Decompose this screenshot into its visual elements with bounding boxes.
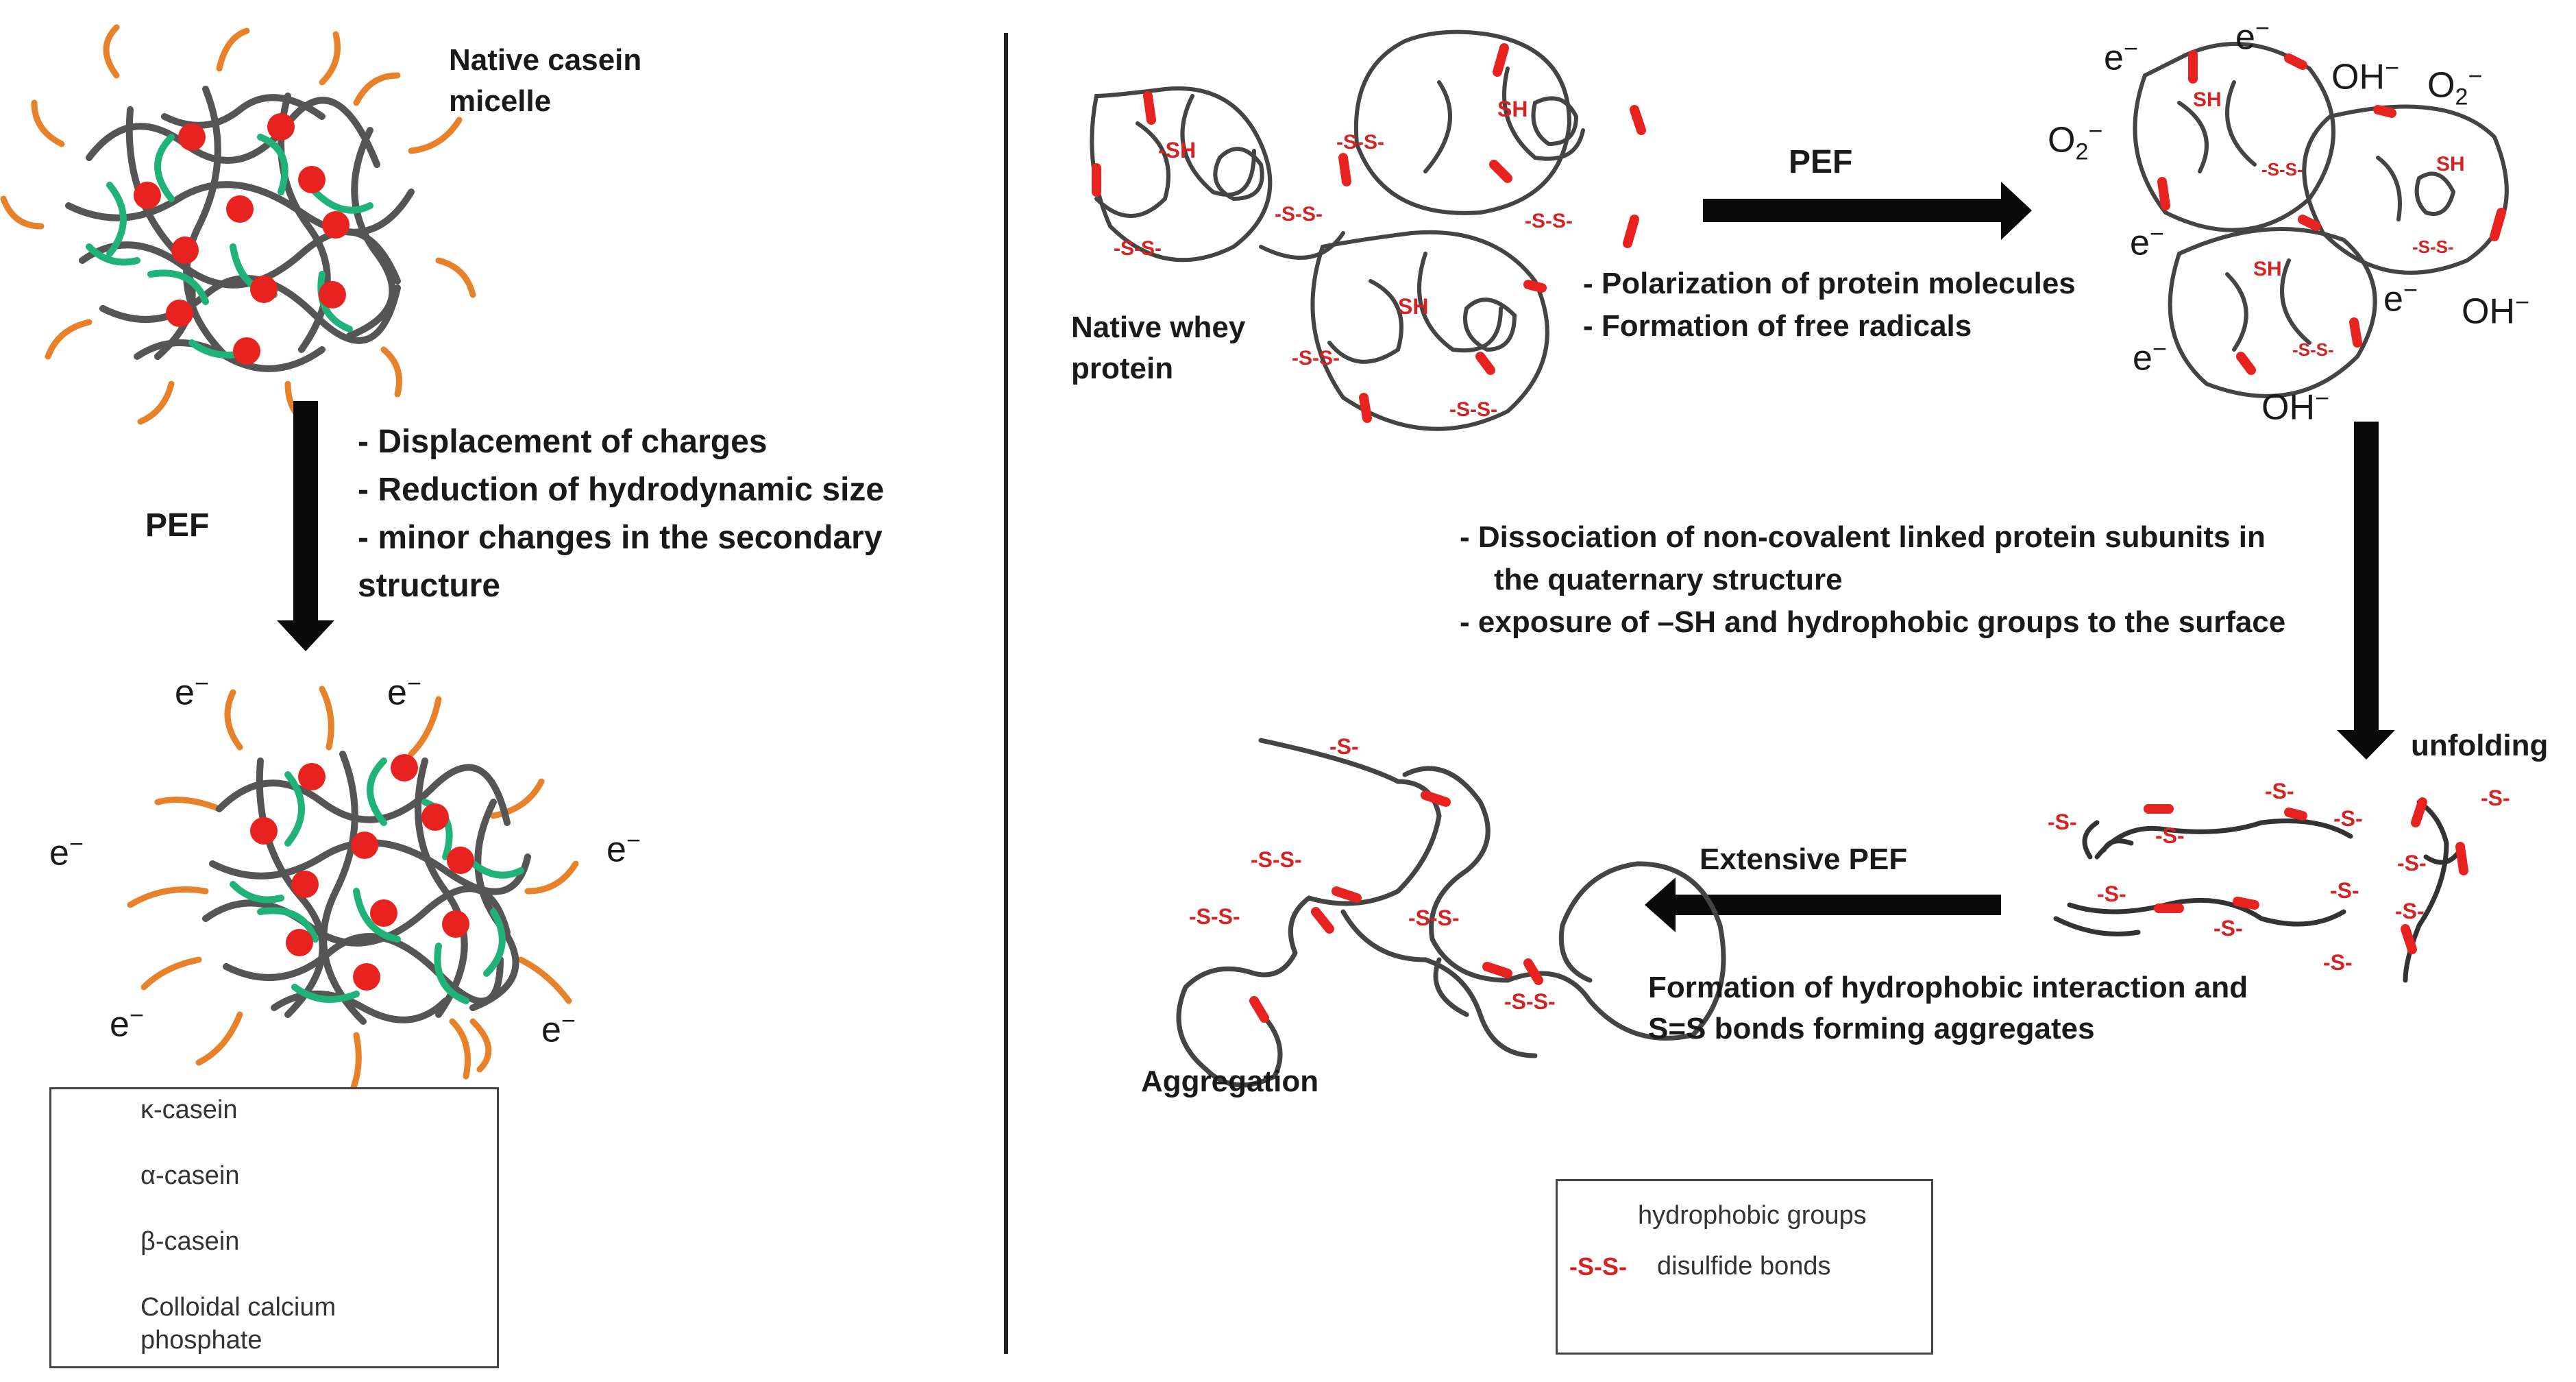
s-label: -S-	[2333, 806, 2363, 831]
legend-ss-symbol: -S-S-	[1569, 1252, 1627, 1281]
s-label: -S-	[2265, 779, 2294, 803]
treated-casein-micelle	[130, 689, 576, 1097]
sh-group-label: SH	[1398, 294, 1429, 319]
s-label: -S-	[2048, 810, 2077, 834]
aggregation-text-2: S=S bonds forming aggregates	[1648, 1012, 2095, 1045]
s-label: -S-	[1329, 734, 1359, 759]
ss-bond-label: -S-S-	[1114, 237, 1162, 260]
electron-radical: e−	[2130, 219, 2164, 263]
aggregation-label: Aggregation	[1141, 1065, 1319, 1098]
unfolding-effect-3: - exposure of –SH and hydrophobic groups to the surface	[1460, 605, 2286, 639]
casein-legend	[49, 1087, 499, 1368]
hydroxide-radical: OH−	[2462, 288, 2530, 332]
s-label: -S-	[2323, 950, 2353, 975]
casein-effect-4: structure	[358, 568, 501, 604]
casein-effect-3: - minor changes in the secondary	[358, 520, 883, 556]
legend-alpha-casein: α-casein	[140, 1161, 240, 1190]
ss-bond-label: -S-S-	[1525, 210, 1573, 232]
sh-group-label: SH	[2253, 258, 2282, 280]
sh-group-label: SH	[2436, 153, 2465, 175]
ss-bond-label: -S-S-	[1189, 904, 1240, 929]
native-casein-label-1: Native casein	[449, 43, 642, 77]
legend-calcium-phosphate-1: Colloidal calcium	[140, 1293, 336, 1322]
electron-charge: e−	[110, 1001, 144, 1045]
superoxide-radical: $O_2^-$	[2048, 117, 2103, 165]
s-label: -S-	[2155, 823, 2185, 848]
unfolding-effect-1: - Dissociation of non-covalent linked protein subunits in	[1460, 520, 2266, 554]
hydroxide-radical: OH−	[2331, 53, 2400, 97]
legend-hydrophobic-groups: hydrophobic groups	[1638, 1201, 1867, 1230]
legend-beta-casein: β-casein	[140, 1227, 240, 1256]
unfolding-label: unfolding	[2411, 729, 2549, 762]
ss-bond-label: -S-S-	[1449, 398, 1497, 421]
whey-pef-effect-2: - Formation of free radicals	[1583, 309, 1972, 343]
superoxide-radical: $O_2^-$	[2427, 62, 2483, 110]
legend-disulfide-bonds: disulfide bonds	[1657, 1252, 1831, 1281]
s-label: -S-	[2213, 916, 2243, 941]
ss-bond-label: -S-S-	[1251, 847, 1302, 872]
electron-charge: e−	[387, 669, 421, 713]
ss-bond-label: -S-S-	[1275, 203, 1323, 226]
s-label: -S-	[2397, 851, 2427, 875]
pef-arrow-whey	[1703, 182, 2032, 240]
electron-charge: e−	[175, 669, 209, 713]
native-whey-label-1: Native whey	[1071, 311, 1246, 344]
hydroxide-radical: OH−	[2261, 384, 2330, 428]
sh-group-label: SH	[2193, 88, 2222, 111]
native-casein-micelle	[3, 27, 473, 425]
electron-radical: e−	[2133, 335, 2167, 378]
ss-bond-label: -S-S-	[1292, 347, 1340, 369]
sh-group-label: SH	[1497, 97, 1528, 121]
ss-bond-label: -S-S-	[1336, 131, 1384, 154]
electron-charge: e−	[541, 1006, 576, 1050]
electron-radical: e−	[2383, 276, 2418, 319]
unfolding-effect-2: the quaternary structure	[1494, 563, 1843, 596]
extensive-pef-label: Extensive PEF	[1700, 842, 1908, 876]
pef-label-casein: PEF	[145, 507, 210, 544]
native-whey-label-2: protein	[1071, 352, 1174, 385]
ss-bond-label: -S-S-	[1504, 989, 1556, 1014]
kappa-casein-chains-treated	[130, 689, 576, 1097]
pef-arrow-casein	[277, 401, 334, 651]
sh-group-label: -SH	[1158, 138, 1197, 162]
electron-radical: e−	[2235, 14, 2270, 58]
electron-radical: e−	[2104, 34, 2138, 78]
legend-kappa-casein: κ-casein	[140, 1095, 238, 1124]
casein-effect-2: - Reduction of hydrodynamic size	[358, 472, 885, 508]
casein-effect-1: - Displacement of charges	[358, 424, 768, 460]
s-label: -S-	[2481, 786, 2510, 810]
legend-calcium-phosphate-2: phosphate	[140, 1326, 262, 1355]
native-casein-label-2: micelle	[449, 84, 552, 118]
ss-bond-label: -S-S-	[1408, 906, 1460, 930]
electron-charge: e−	[49, 829, 84, 873]
whey-pef-effect-1: - Polarization of protein molecules	[1583, 267, 2076, 300]
s-label: -S-	[2395, 899, 2425, 923]
unfolding-arrow	[2337, 422, 2395, 760]
ss-bond-label: -S-S-	[2412, 237, 2454, 257]
electron-charge: e−	[606, 826, 641, 870]
aggregation-text-1: Formation of hydrophobic interaction and	[1648, 971, 2248, 1004]
s-label: -S-	[2097, 882, 2126, 906]
s-label: -S-	[2330, 878, 2359, 903]
ss-bond-label: -S-S-	[2261, 159, 2303, 180]
ss-bond-label: -S-S-	[2292, 339, 2334, 360]
pef-label-whey: PEF	[1789, 144, 1853, 180]
